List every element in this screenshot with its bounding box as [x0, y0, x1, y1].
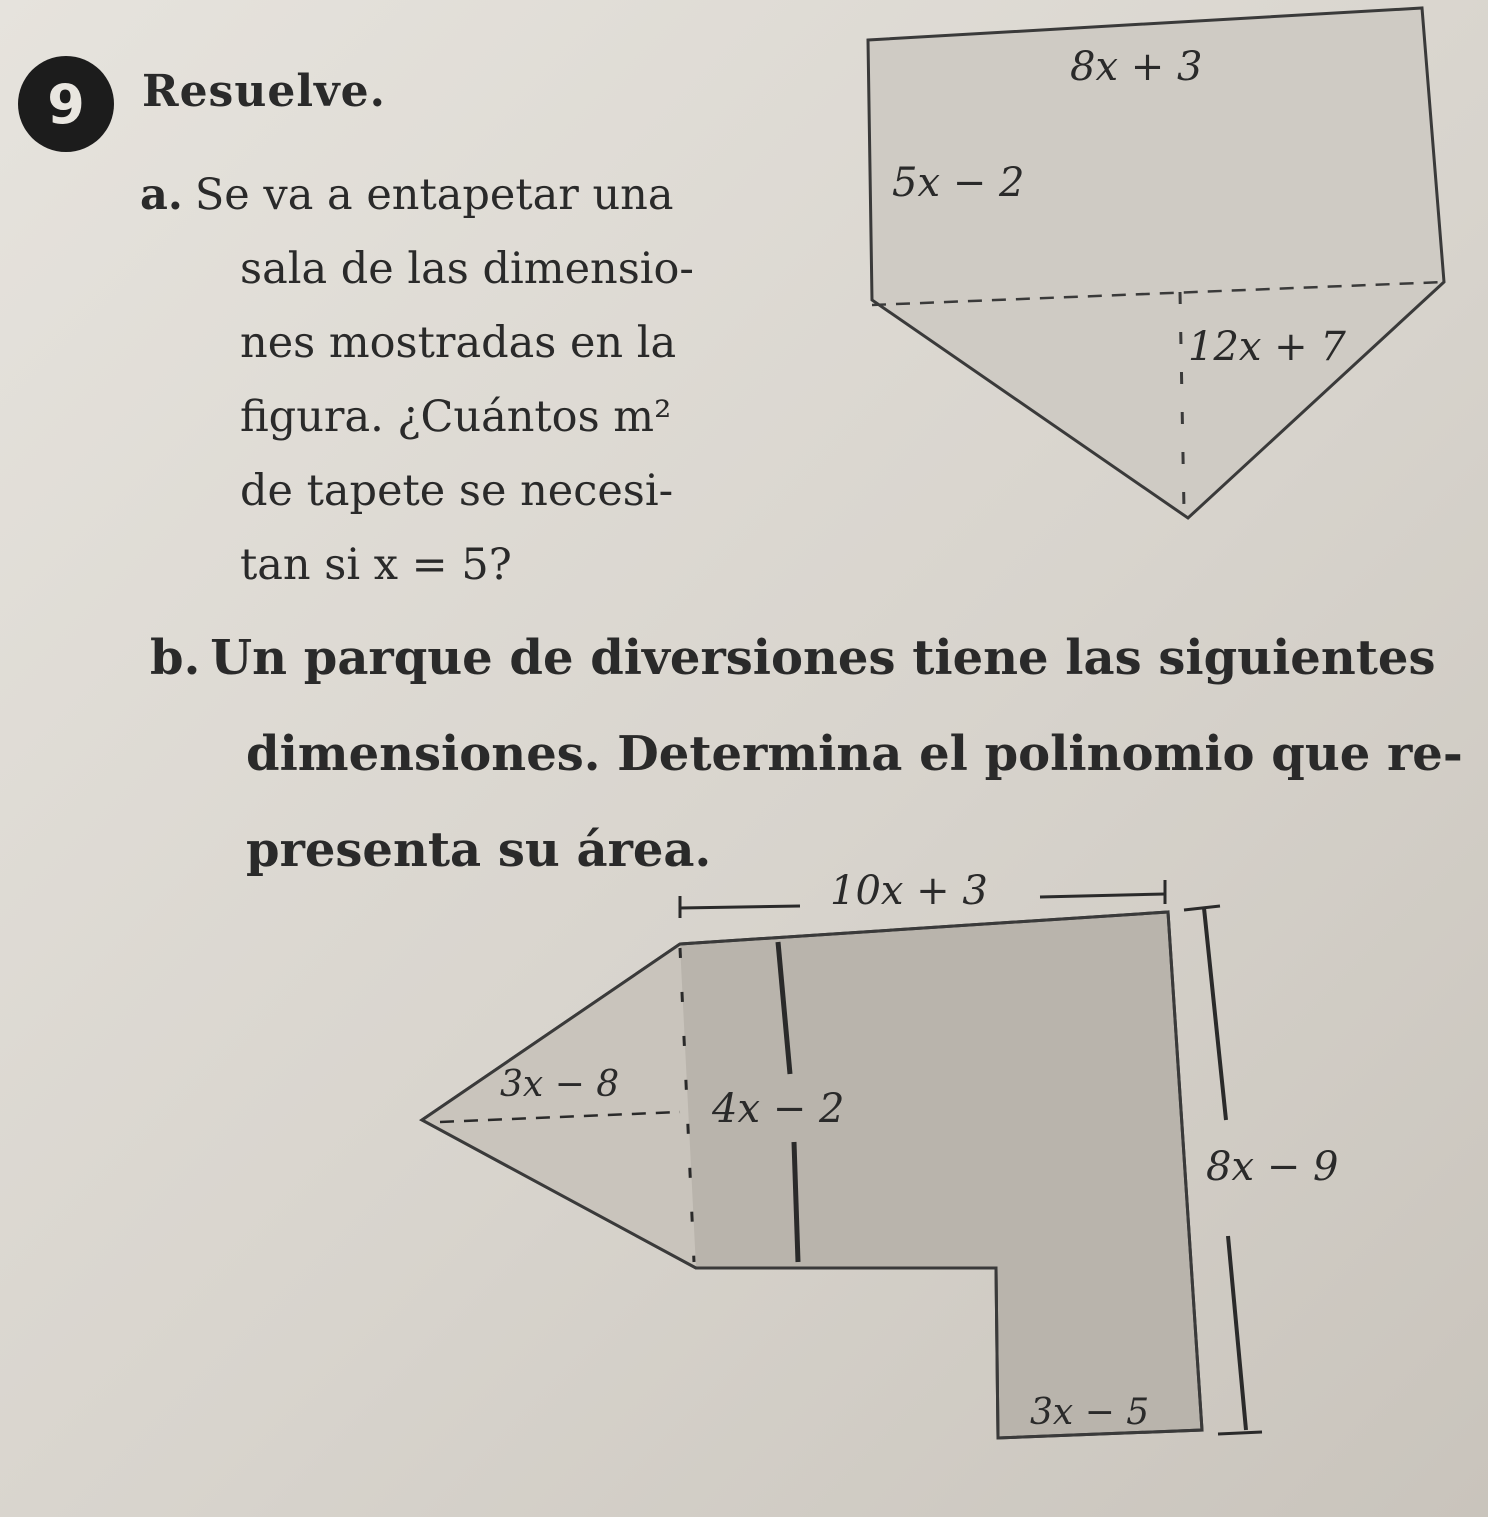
part-a-line-2: sala de las dimensio-: [240, 244, 694, 294]
figure-b-top-dimension-left: [680, 906, 800, 908]
figure-b-right-label: 8x − 9: [1206, 1144, 1339, 1190]
figure-b-inner-label: 4x − 2: [712, 1086, 845, 1132]
part-a-line-6: tan si x = 5?: [240, 540, 512, 590]
exercise-number-badge: 9: [18, 56, 114, 152]
part-a-label: a.: [140, 170, 183, 220]
part-b-label: b.: [150, 630, 201, 686]
part-a-line-3: nes mostradas en la: [240, 318, 677, 368]
figure-b-right-dimension-bottom: [1228, 1236, 1246, 1430]
figure-b-right-dimension-top: [1204, 908, 1226, 1120]
figure-b-bottom-label: 3x − 5: [1030, 1392, 1150, 1433]
figure-b: [422, 868, 1338, 1438]
figure-b-triangle-label: 3x − 8: [500, 1064, 620, 1105]
figure-b-right-tick-bottom: [1218, 1432, 1262, 1434]
part-b-line-1: Un parque de diversiones tiene las siguientes: [210, 630, 1436, 686]
figure-a-height-label: 12x + 7: [1188, 324, 1346, 370]
figure-b-top-dimension-right: [1040, 894, 1165, 897]
figure-a-side-label: 5x − 2: [892, 160, 1025, 206]
part-a-line-5: de tapete se necesi-: [240, 466, 674, 516]
part-a-line-4: figura. ¿Cuántos m²: [240, 392, 672, 442]
figure-a-top-label: 8x + 3: [1070, 44, 1203, 90]
part-b-line-3: presenta su área.: [246, 822, 712, 878]
part-b-line-2: dimensiones. Determina el polinomio que re-: [246, 726, 1463, 782]
figure-b-right-tick-top: [1184, 906, 1220, 910]
figure-a: [868, 8, 1444, 518]
figure-b-triangle-shading: [422, 944, 696, 1268]
part-a-line-1: Se va a entapetar una: [194, 170, 674, 220]
figure-b-top-label: 10x + 3: [830, 868, 988, 914]
exercise-title: Resuelve.: [142, 66, 386, 117]
